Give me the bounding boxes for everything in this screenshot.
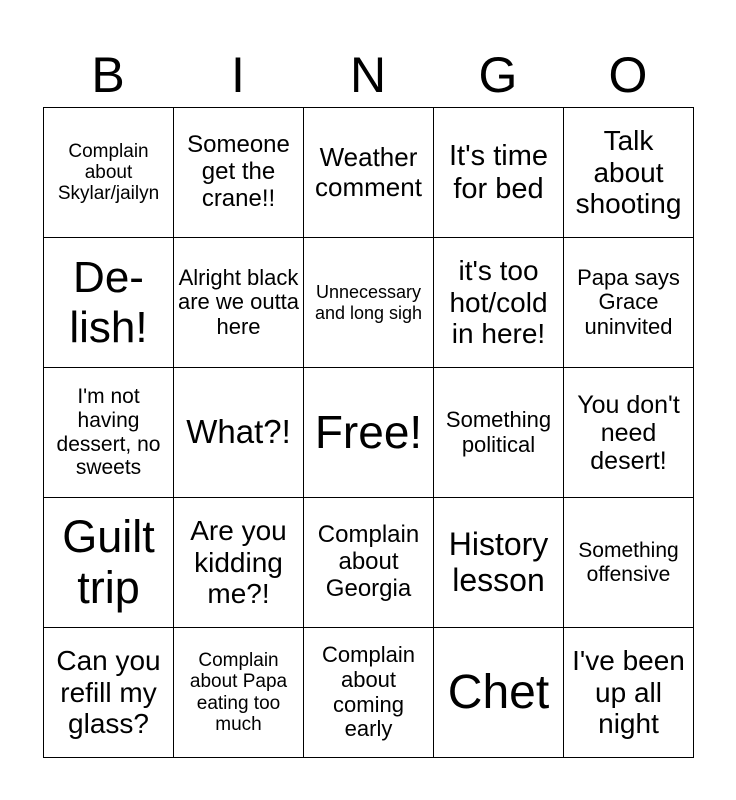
bingo-cell[interactable]: De-lish! (44, 238, 174, 368)
header-letter-i: I (231, 47, 245, 103)
bingo-cell[interactable]: Alright black are we outta here (174, 238, 304, 368)
bingo-cell[interactable]: Complain about Georgia (304, 498, 434, 628)
bingo-cell[interactable]: it's too hot/cold in here! (434, 238, 564, 368)
bingo-cell[interactable]: Chet (434, 628, 564, 758)
board-row (44, 628, 694, 758)
bingo-cell[interactable]: Something political (434, 368, 564, 498)
board-row (44, 238, 694, 368)
bingo-cell[interactable]: Free! (304, 368, 434, 498)
header-letter-o: O (608, 47, 648, 103)
bingo-cell[interactable]: Can you refill my glass? (44, 628, 174, 758)
bingo-cell[interactable]: Are you kidding me?! (174, 498, 304, 628)
bingo-cell[interactable]: Someone get the crane!! (174, 108, 304, 238)
header-letter-b: B (91, 47, 125, 103)
board-row (44, 498, 694, 628)
bingo-cell[interactable]: Complain about coming early (304, 628, 434, 758)
header-letter-n: N (349, 47, 387, 103)
bingo-cell[interactable]: You don't need desert! (564, 368, 694, 498)
bingo-cell[interactable]: Complain about Skylar/jailyn (44, 108, 174, 238)
bingo-cell[interactable]: Talk about shooting (564, 108, 694, 238)
bingo-board (43, 107, 694, 758)
header-letter-g: G (478, 47, 518, 103)
bingo-header (43, 45, 693, 105)
bingo-cell[interactable]: History lesson (434, 498, 564, 628)
bingo-cell[interactable]: Guilt trip (44, 498, 174, 628)
bingo-cell[interactable]: I've been up all night (564, 628, 694, 758)
bingo-cell[interactable]: Weather comment (304, 108, 434, 238)
bingo-cell[interactable]: Something offensive (564, 498, 694, 628)
bingo-cell[interactable]: Unnecessary and long sigh (304, 238, 434, 368)
bingo-cell[interactable]: Papa says Grace uninvited (564, 238, 694, 368)
bingo-cell[interactable]: Complain about Papa eating too much (174, 628, 304, 758)
board-row (44, 368, 694, 498)
bingo-cell[interactable]: What?! (174, 368, 304, 498)
bingo-cell[interactable]: I'm not having dessert, no sweets (44, 368, 174, 498)
bingo-cell[interactable]: It's time for bed (434, 108, 564, 238)
board-row (44, 108, 694, 238)
